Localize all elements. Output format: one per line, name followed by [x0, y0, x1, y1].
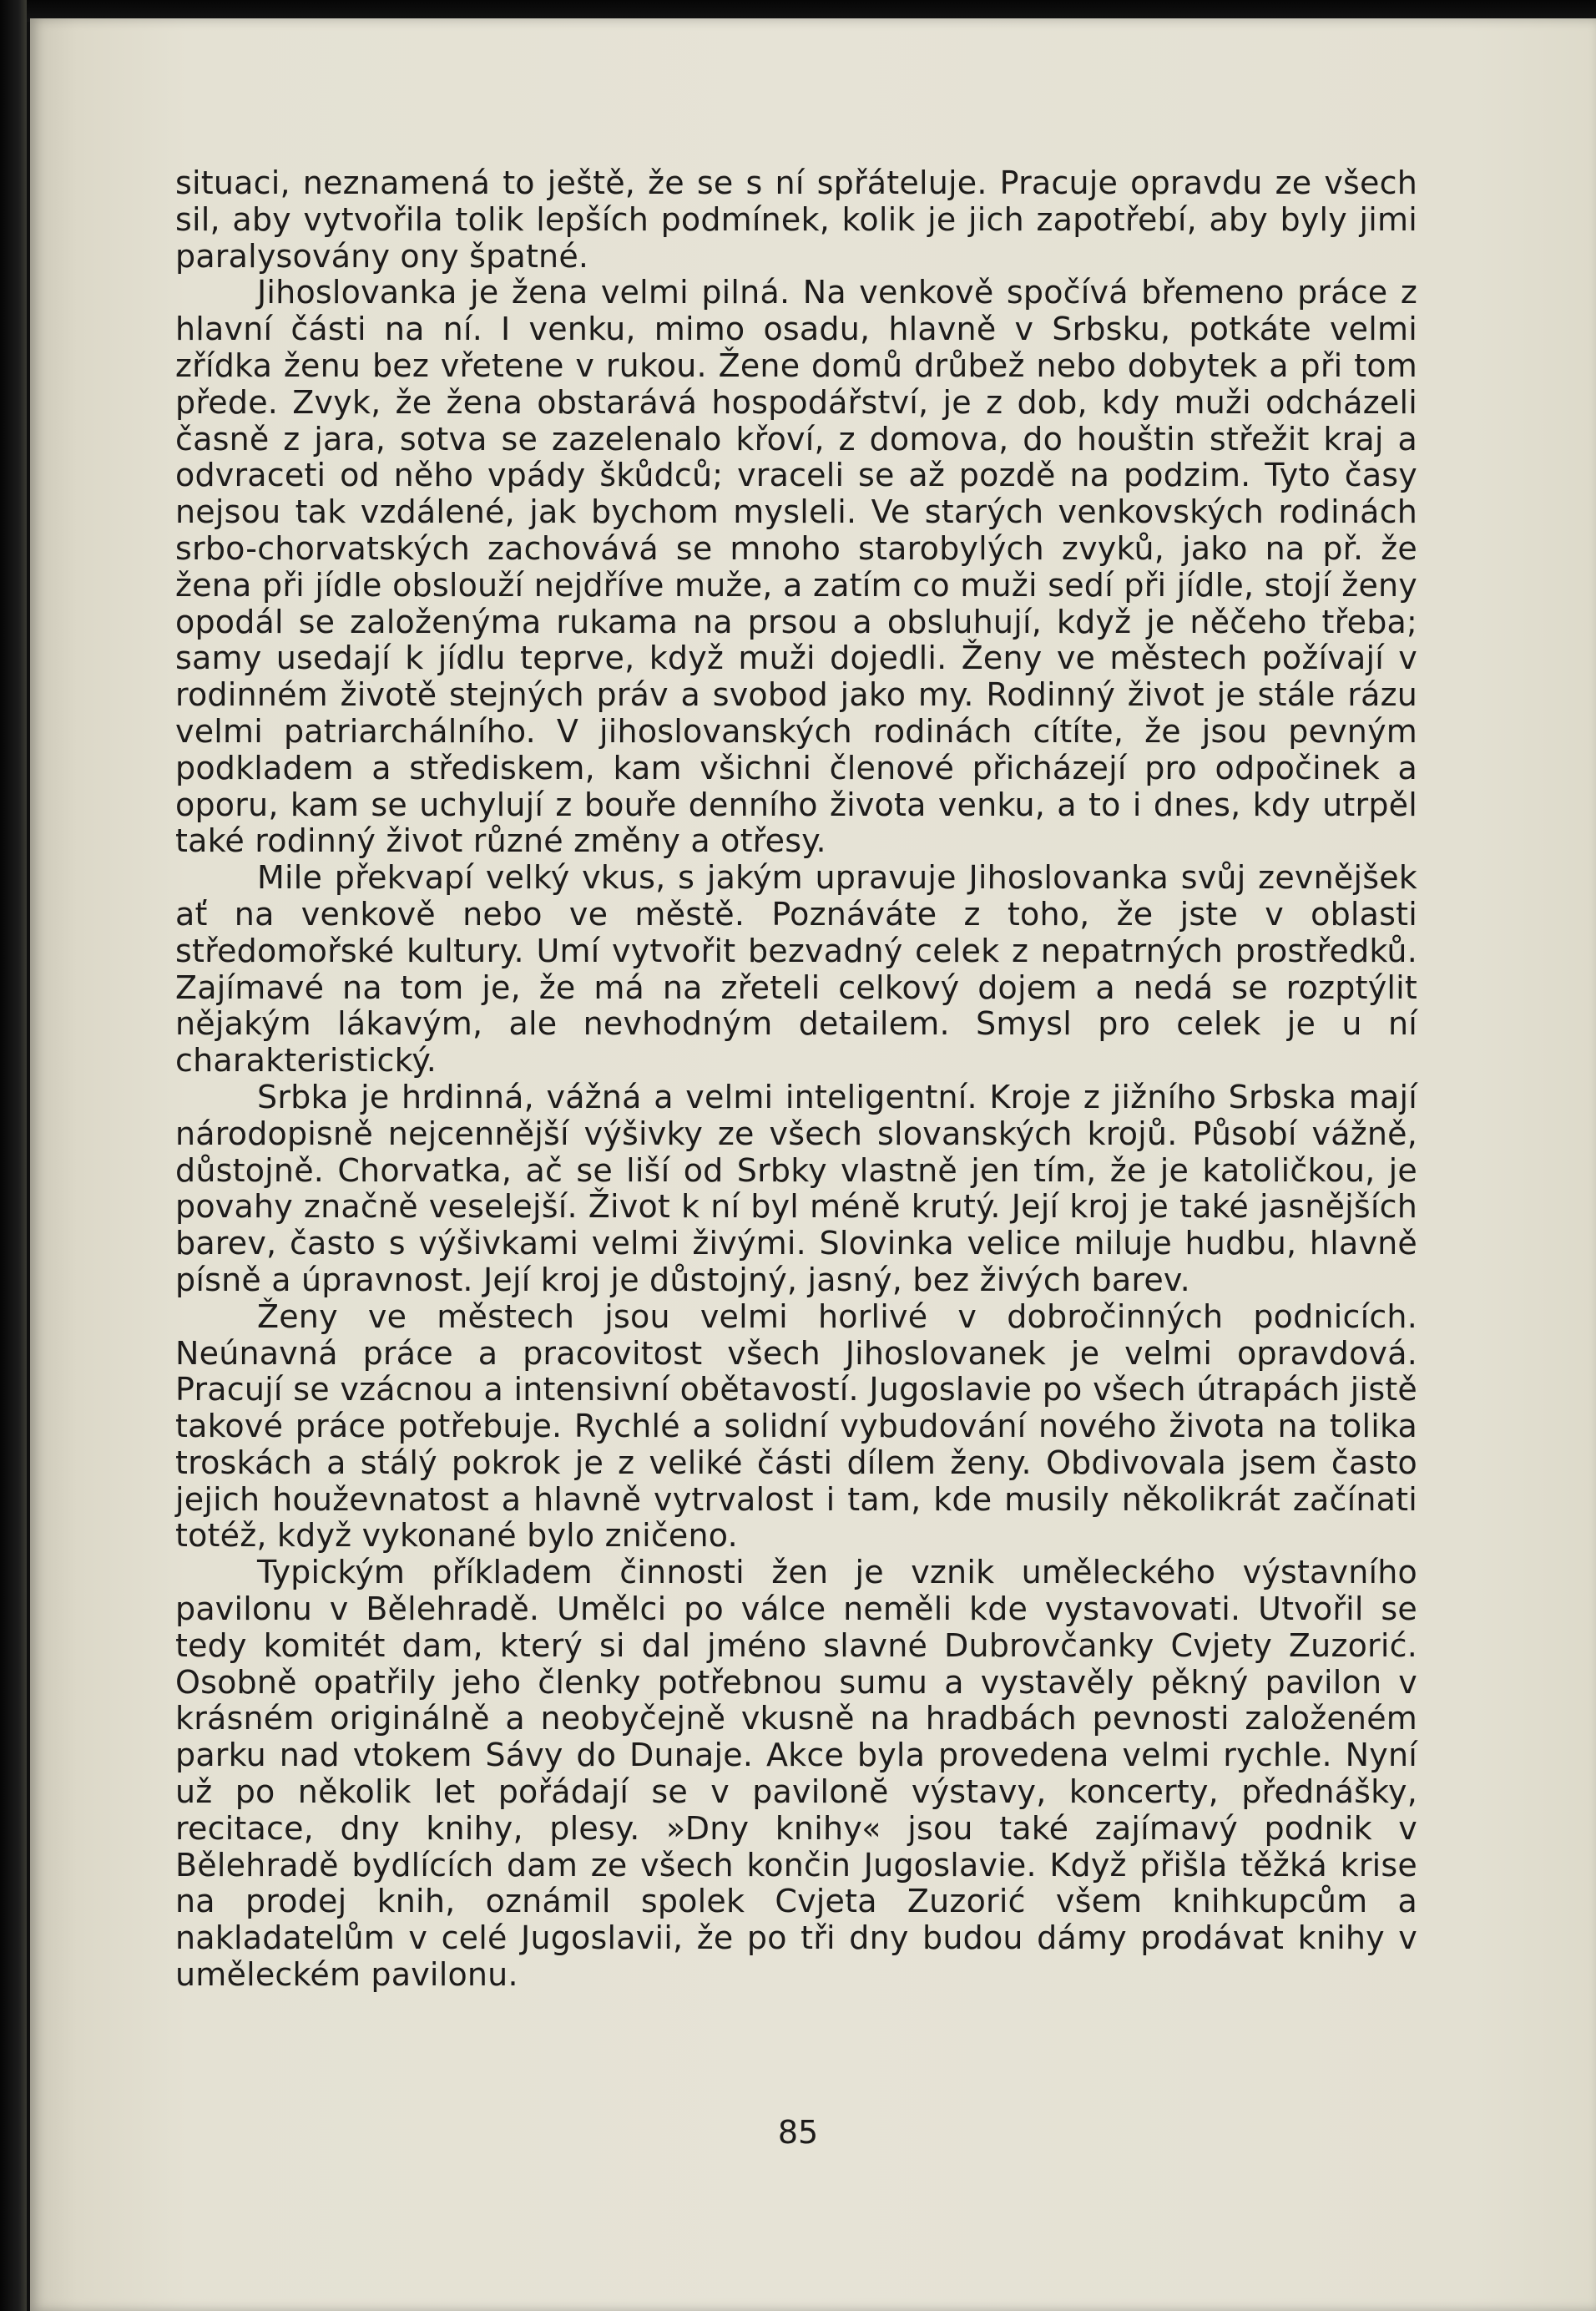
- scan-binding-edge: [0, 0, 27, 2311]
- page-number: 85: [777, 2114, 819, 2151]
- paragraph-diligence: Jihoslovanka je žena velmi pilná. Na venkově spočívá břemeno práce z hlavní části na ní. I venku, mimo osadu, hlavně v Srbsku, potkáte velmi zřídka ženu bez vřetene v rukou. Žene domů drůbež nebo dobytek a při tom přede. Zvyk, že žena obstarává hospodářství, je z dob, kdy muži odcházeli časně z jara, sotva se zazelenalo křoví, z domova, do houštin střežit kraj a odvraceti od něho vpády škůdců; vraceli se až pozdě na podzim. Tyto časy nejsou tak vzdálené, jak bychom mysleli. Ve starých venkovských rodinách srbo-chorvatských zachovává se mnoho starobylých zvyků, jako na př. že žena při jídle obslouží nejdříve muže, a zatím co muži sedí při jídle, stojí ženy opodál se založenýma rukama na prsou a obsluhují, když je něčeho třeba; samy usedají k jídlu teprve, když muži dojedli. Ženy ve městech požívají v rodinném životě stejných práv a svobod jako my. Rodinný život je stále rázu velmi patriarchálního. V jihoslovanských rodinách cítíte, že jsou pevným podkladem a střediskem, kam všichni členové přicházejí pro odpočinek a oporu, kam se uchylují z bouře denního života venku, a to i dnes, kdy utrpěl také rodinný život různé změny a otřesy.: [175, 274, 1417, 860]
- paragraph-charity: Ženy ve městech jsou velmi horlivé v dobročinných podnicích. Neúnavná práce a pracovitost všech Jihoslovanek je velmi opravdová. Pracují se vzácnou a intensivní obětavostí. Jugoslavie po všech útrapách jistě takové práce potřebuje. Rychlé a solidní vybudování nového života na tolika troskách a stálý pokrok je z veliké části dílem ženy. Obdivovala jsem často jejich houževnatost a hlavně vytrvalost i tam, kde musily několikrát začínati totéž, když vykonané bylo zničeno.: [175, 1297, 1417, 1555]
- paragraph-pavilion: Typickým příkladem činnosti žen je vznik uměleckého výstavního pavilonu v Bělehradě. Umělci po válce neměli kde vystavovati. Utvořil se tedy komitét dam, který si dal jméno slavné Dubrovčanky Cvjety Zuzorić. Osobně opatřily jeho členky potřebnou sumu a vystavěly pěkný pavilon v krásném originálně a neobyčejně vkusně na hradbách pevnosti založeném parku nad vtokem Sávy do Dunaje. Akce byla provedena velmi rychle. Nyní už po několik let pořádají se v pavilonĕ výstavy, koncerty, přednášky, recitace, dny knihy, plesy. »Dny knihy« jsou také zajímavý podnik v Bělehradě bydlících dam ze všech končin Jugoslavie. Když přišla těžká krise na prodej knih, oznámil spolek Cvjeta Zuzorić všem knihkupcům a nakladatelům v celé Jugoslavii, že po tři dny budou dámy prodávat knihy v uměleckém pavilonu.: [175, 1554, 1417, 1994]
- paragraph-continuation: situaci, neznamená to ještě, že se s ní spřáteluje. Pracuje opravdu ze všech sil, aby vytvořila tolik lepších podmínek, kolik je jich zapotřebí, aby byly jimi paralysovány ony špatné.: [175, 164, 1417, 275]
- body-text: [175, 165, 1417, 1994]
- paragraph-taste: Mile překvapí velký vkus, s jakým upravuje Jihoslovanka svůj zevnějšek ať na venkově nebo ve městě. Poznáváte z toho, že jste v oblasti středomořské kultury. Umí vytvořit bezvadný celek z nepatrných prostředků. Zajímavé na tom je, že má na zřeteli celkový dojem a nedá se rozptýlit nějakým lákavým, ale nevhodným detailem. Smysl pro celek je u ní charakteristický.: [175, 859, 1417, 1080]
- paragraph-character: Srbka je hrdinná, vážná a velmi inteligentní. Kroje z jižního Srbska mají národopisně nejcennější výšivky ze všech slovanských krojů. Působí vážně, důstojně. Chorvatka, ač se liší od Srbky vlastně jen tím, že je katoličkou, je povahy značně veselejší. Život k ní byl méně krutý. Její kroj je také jasnějších barev, často s výšivkami velmi živými. Slovinka velice miluje hudbu, hlavně písně a úpravnost. Její kroj je důstojný, jasný, bez živých barev.: [175, 1078, 1417, 1298]
